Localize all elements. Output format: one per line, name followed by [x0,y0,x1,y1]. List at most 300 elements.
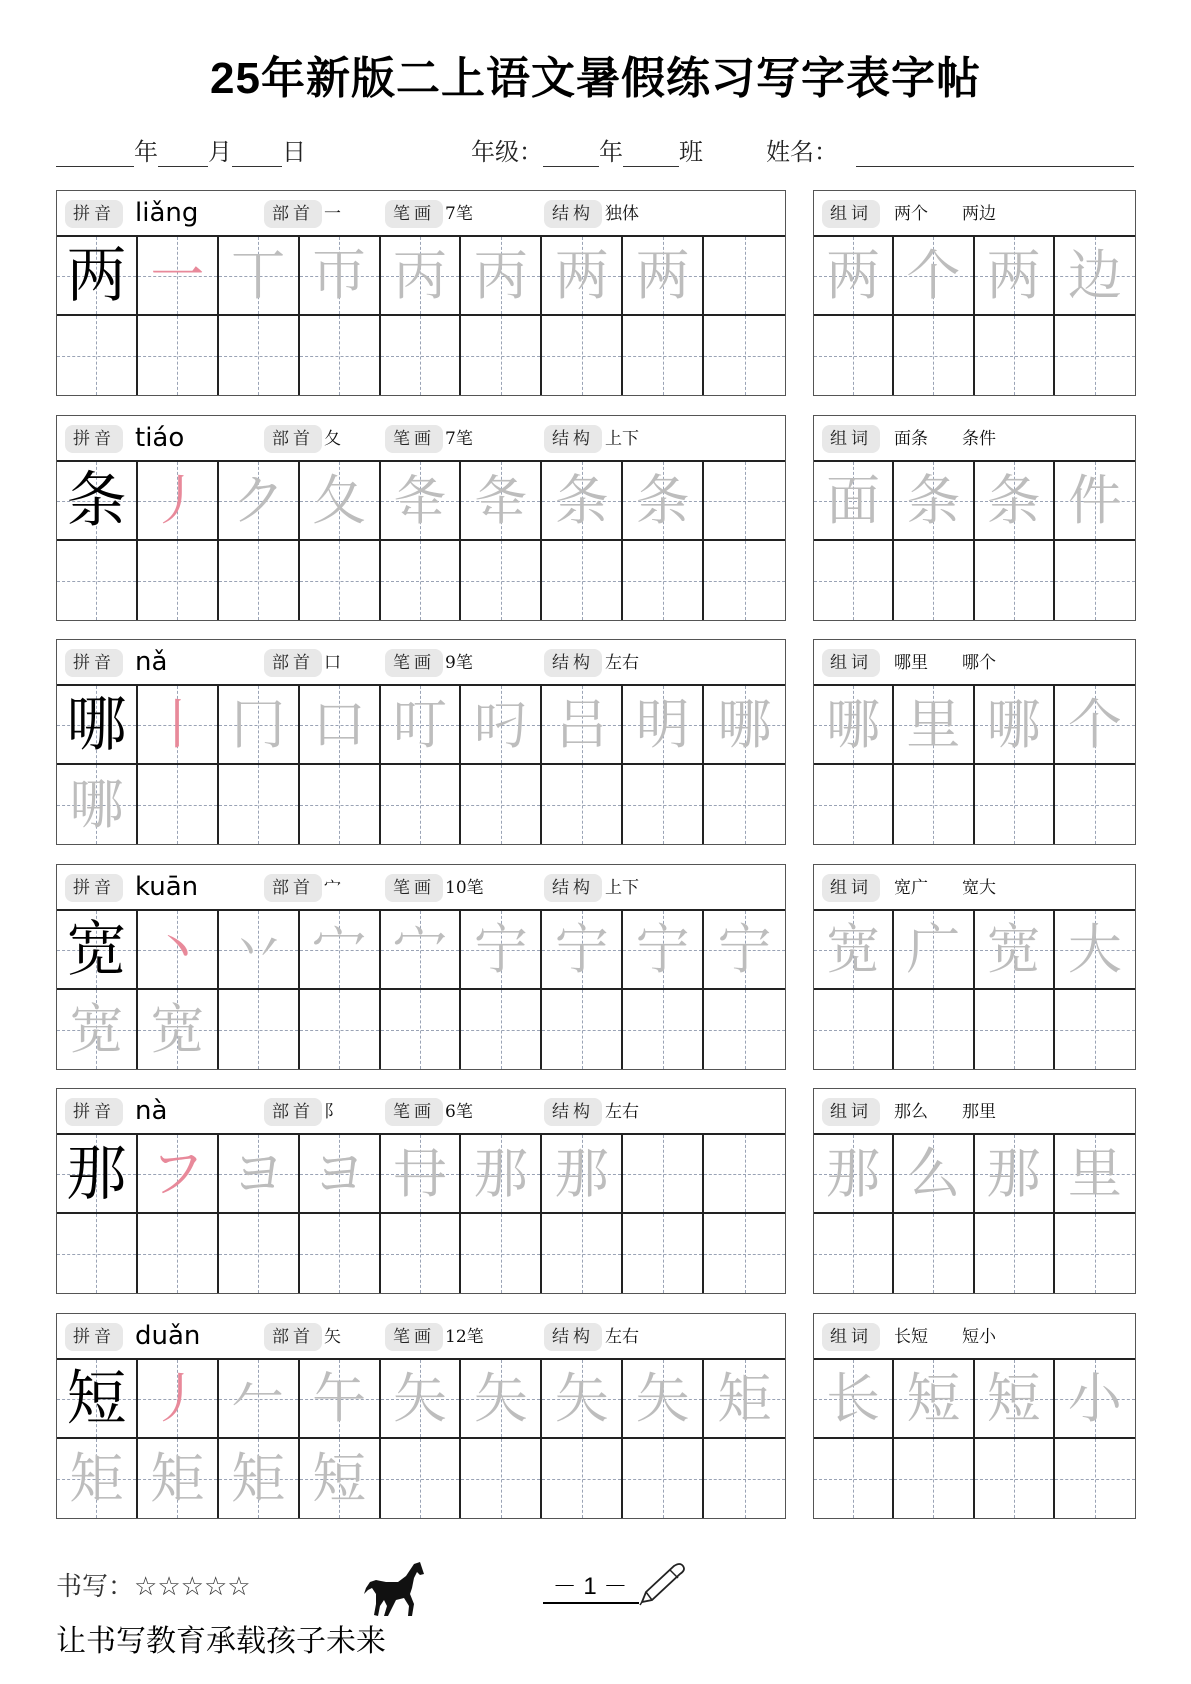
word-trace-cell[interactable] [814,911,894,990]
model-character: 条 [66,465,127,536]
word-2: 条件 [962,429,996,449]
grade-year-blank[interactable] [543,141,599,167]
stroke-step: 一 [150,243,205,307]
practice-cell[interactable] [975,990,1055,1069]
word-trace-cell[interactable] [1055,1360,1135,1439]
word-trace-char: 里 [906,692,961,756]
practice-cell[interactable] [381,1214,462,1293]
practice-cell[interactable] [461,1439,542,1518]
word-2: 两边 [962,204,996,224]
practice-cell[interactable] [704,1135,785,1214]
character-panel [56,415,786,621]
word-1: 宽广 [894,878,928,898]
stroke-order-cell[interactable] [219,1439,300,1518]
practice-cell[interactable] [704,1214,785,1293]
writing-rating [56,1566,251,1603]
stroke-step: 宀 [312,917,367,981]
word-trace-char: 短 [986,1366,1041,1430]
word-trace-cell[interactable] [814,1135,894,1214]
pinyin-tag: 拼音 [65,874,123,902]
radical-value: 口 [324,653,341,673]
word-trace-char: 宽 [826,917,881,981]
practice-cell[interactable] [975,316,1055,395]
stroke-step: 夂 [312,468,367,532]
stroke-step: 帀 [312,243,367,307]
word-trace-cell[interactable] [814,1360,894,1439]
stroke-step: 叼 [473,692,528,756]
word-trace-char: 么 [906,1141,961,1205]
radical-tag: 部首 [264,1098,322,1126]
word-1: 长短 [894,1327,928,1347]
word-trace-cell[interactable] [894,911,974,990]
structure-value: 上下 [605,429,639,449]
practice-cell[interactable] [461,541,542,620]
stroke-order-cell[interactable] [300,1135,381,1214]
practice-cell[interactable] [542,541,623,620]
practice-cell[interactable] [814,990,894,1069]
stroke-order-cell[interactable] [300,1439,381,1518]
practice-cell[interactable] [219,765,300,844]
practice-cell[interactable] [219,990,300,1069]
word-trace-cell[interactable] [894,1135,974,1214]
practice-cell[interactable] [623,765,704,844]
model-character-cell[interactable] [57,1360,138,1439]
stroke-order-cell[interactable] [219,686,300,765]
stroke-order-cell[interactable] [623,1360,704,1439]
writing-grid [57,911,785,1069]
word-trace-cell[interactable] [1055,1135,1135,1214]
stroke-step: 口 [312,692,367,756]
character-info-header [57,640,785,686]
slogan: 让书写教育承载孩子未来 [56,1625,386,1658]
practice-cell[interactable] [381,316,462,395]
radical-value: 宀 [324,878,341,898]
practice-cell[interactable] [814,1439,894,1518]
word-trace-cell[interactable] [1055,686,1135,765]
word-header [814,865,1135,911]
character-info-header [57,416,785,462]
word-trace-cell[interactable] [975,686,1055,765]
stroke-step: 丿 [150,468,205,532]
name-label: 姓名： [766,138,838,166]
word-trace-char: 哪 [826,692,881,756]
writing-grid [57,1135,785,1293]
word-header [814,1089,1135,1135]
stroke-step: ク [231,468,286,532]
radical-tag: 部首 [264,649,322,677]
stroke-step: 条 [635,468,690,532]
practice-cell[interactable] [975,1214,1055,1293]
practice-cell[interactable] [1055,1439,1135,1518]
word-2: 哪个 [962,653,996,673]
practice-cell[interactable] [461,316,542,395]
practice-cell[interactable] [138,1214,219,1293]
word-trace-cell[interactable] [1055,237,1135,316]
practice-cell[interactable] [894,765,974,844]
practice-cell[interactable] [219,316,300,395]
model-character-cell[interactable] [57,237,138,316]
word-trace-cell[interactable] [975,237,1055,316]
structure-value: 左右 [605,1102,639,1122]
practice-cell[interactable] [57,1214,138,1293]
stroke-order-cell[interactable] [542,237,623,316]
practice-cell[interactable] [1055,316,1135,395]
stroke-order-cell[interactable] [381,237,462,316]
practice-cell[interactable] [623,1439,704,1518]
strokes-value: 7笔 [445,204,473,224]
stroke-step: 矢 [635,1366,690,1430]
stroke-order-cell[interactable] [300,237,381,316]
stroke-order-cell[interactable] [381,462,462,541]
class-label: 班 [679,138,703,166]
stroke-order-cell[interactable] [381,1360,462,1439]
words-tag: 组词 [822,1323,880,1351]
word-panel [813,190,1136,396]
practice-cell[interactable] [381,990,462,1069]
name-fields [766,132,1134,167]
stroke-step: 吕 [554,692,609,756]
practice-cell[interactable] [1055,541,1135,620]
strokes-value: 7笔 [445,429,473,449]
practice-cell[interactable] [894,1439,974,1518]
stroke-order-cell[interactable] [300,911,381,990]
pinyin-tag: 拼音 [65,649,123,677]
stroke-order-cell[interactable] [381,686,462,765]
stroke-order-cell[interactable] [542,462,623,541]
word-header [814,191,1135,237]
day-blank[interactable] [232,141,282,167]
stroke-step: 两 [635,243,690,307]
structure-tag: 结构 [544,200,602,228]
character-panel [56,1313,786,1519]
pinyin-tag: 拼音 [65,1323,123,1351]
stroke-order-cell[interactable] [138,990,219,1069]
practice-cell[interactable] [57,316,138,395]
practice-cell[interactable] [138,316,219,395]
word-trace-char: 面 [826,468,881,532]
practice-cell[interactable] [461,990,542,1069]
stroke-order-cell[interactable] [381,1135,462,1214]
character-panel [56,639,786,845]
stroke-step: 冄 [392,1141,447,1205]
stroke-order-cell[interactable] [542,686,623,765]
word-1: 面条 [894,429,928,449]
structure-tag: 结构 [544,425,602,453]
practice-cell[interactable] [814,316,894,395]
pinyin-tag: 拼音 [65,425,123,453]
practice-cell[interactable] [542,1439,623,1518]
practice-cell[interactable] [704,765,785,844]
stroke-step: 冂 [231,692,286,756]
word-trace-char: 广 [906,917,961,981]
practice-cell[interactable] [300,990,381,1069]
stroke-order-cell[interactable] [623,686,704,765]
word-trace-cell[interactable] [1055,462,1135,541]
stroke-order-cell[interactable] [704,686,785,765]
practice-cell[interactable] [975,1439,1055,1518]
stroke-step: 那 [473,1141,528,1205]
strokes-tag: 笔画 [385,649,443,677]
stroke-step: 丅 [231,243,286,307]
name-blank[interactable] [856,141,1134,167]
stroke-order-cell[interactable] [461,1360,542,1439]
stroke-order-cell[interactable] [300,1360,381,1439]
stroke-order-cell[interactable] [138,1439,219,1518]
strokes-value: 9笔 [445,653,473,673]
word-panel [813,639,1136,845]
writing-grid [57,1360,785,1518]
stroke-step: 宁 [717,917,772,981]
word-trace-cell[interactable] [975,1135,1055,1214]
word-1: 哪里 [894,653,928,673]
stroke-order-cell[interactable] [542,1360,623,1439]
practice-cell[interactable] [704,990,785,1069]
word-2: 那里 [962,1102,996,1122]
practice-cell[interactable] [1055,990,1135,1069]
stroke-step: 条 [554,468,609,532]
practice-cell[interactable] [704,541,785,620]
word-header [814,1314,1135,1360]
word-panel [813,1088,1136,1294]
structure-value: 左右 [605,1327,639,1347]
character-info-header [57,1089,785,1135]
practice-cell[interactable] [894,990,974,1069]
practice-cell[interactable] [623,541,704,620]
word-1: 两个 [894,204,928,224]
word-trace-char: 两 [986,243,1041,307]
student-info-row [56,132,1136,168]
word-trace-cell[interactable] [975,462,1055,541]
practice-cell[interactable] [57,541,138,620]
stroke-order-cell[interactable] [461,237,542,316]
word-trace-char: 条 [906,468,961,532]
stroke-order-cell[interactable] [219,911,300,990]
stroke-step: 矩 [69,1446,124,1510]
stroke-order-cell[interactable] [623,911,704,990]
word-trace-cell[interactable] [894,462,974,541]
word-trace-cell[interactable] [894,1360,974,1439]
model-character: 短 [66,1363,127,1434]
word-trace-cell[interactable] [814,462,894,541]
stroke-order-cell[interactable] [138,1135,219,1214]
model-character-cell[interactable] [57,462,138,541]
stroke-order-cell[interactable] [57,765,138,844]
model-character-cell[interactable] [57,686,138,765]
structure-value: 上下 [605,878,639,898]
word-trace-cell[interactable] [814,237,894,316]
rating-label: 书写： [56,1572,135,1602]
stroke-order-cell[interactable] [461,686,542,765]
practice-cell[interactable] [381,765,462,844]
stroke-step: 夅 [392,468,447,532]
structure-value: 独体 [605,204,639,224]
word-trace-char: 条 [986,468,1041,532]
year-blank[interactable] [56,141,134,167]
words-tag: 组词 [822,649,880,677]
stroke-step: 丷 [231,917,286,981]
stroke-order-cell[interactable] [219,462,300,541]
stroke-order-cell[interactable] [57,990,138,1069]
practice-cell[interactable] [704,316,785,395]
stroke-order-cell[interactable] [704,911,785,990]
word-trace-cell[interactable] [975,911,1055,990]
character-info-header [57,1314,785,1360]
stroke-step: 矢 [392,1366,447,1430]
word-trace-char: 里 [1067,1141,1122,1205]
structure-tag: 结构 [544,649,602,677]
stroke-order-cell[interactable] [300,686,381,765]
word-trace-char: 个 [906,243,961,307]
word-trace-char: 个 [1067,692,1122,756]
radical-tag: 部首 [264,200,322,228]
stroke-order-cell[interactable] [704,1360,785,1439]
radical-tag: 部首 [264,874,322,902]
stroke-order-cell[interactable] [542,911,623,990]
practice-cell[interactable] [1055,1214,1135,1293]
stroke-order-cell[interactable] [461,1135,542,1214]
word-trace-cell[interactable] [894,237,974,316]
practice-cell[interactable] [542,1214,623,1293]
word-trace-char: 边 [1067,243,1122,307]
word-trace-char: 大 [1067,917,1122,981]
practice-cell[interactable] [219,541,300,620]
stroke-step: 𠂉 [231,1366,286,1430]
practice-cell[interactable] [300,316,381,395]
practice-cell[interactable] [1055,765,1135,844]
model-character-cell[interactable] [57,1135,138,1214]
pinyin-value: duǎn [135,1321,201,1351]
rating-stars[interactable]: ☆☆☆☆☆ [134,1572,251,1602]
practice-cell[interactable] [975,541,1055,620]
stroke-order-cell[interactable] [138,462,219,541]
stroke-order-cell[interactable] [623,462,704,541]
practice-cell[interactable] [138,765,219,844]
month-blank[interactable] [158,141,208,167]
words-tag: 组词 [822,1098,880,1126]
word-trace-cell[interactable] [975,1360,1055,1439]
stroke-step: 矩 [150,1446,205,1510]
grade-label: 年级： [471,138,543,166]
word-trace-char: 那 [826,1141,881,1205]
stroke-step: 矩 [231,1446,286,1510]
practice-cell[interactable] [138,541,219,620]
stroke-step: 那 [554,1141,609,1205]
character-panel [56,864,786,1070]
practice-cell[interactable] [814,541,894,620]
character-info-header [57,191,785,237]
stroke-step: 短 [312,1446,367,1510]
practice-cell[interactable] [814,765,894,844]
stroke-step: ヨ [231,1141,286,1205]
stroke-step: 哪 [717,692,772,756]
stroke-step: 丿 [150,1366,205,1430]
practice-cell[interactable] [623,1214,704,1293]
practice-cell[interactable] [894,541,974,620]
stroke-order-cell[interactable] [300,462,381,541]
word-trace-cell[interactable] [894,686,974,765]
stroke-order-cell[interactable] [461,911,542,990]
word-trace-cell[interactable] [1055,911,1135,990]
year-label: 年 [134,138,158,166]
stroke-step: 宽 [150,997,205,1061]
strokes-value: 10笔 [445,878,484,898]
grade-fields [471,132,703,167]
stroke-order-cell[interactable] [219,1135,300,1214]
character-panel [56,190,786,396]
stroke-order-cell[interactable] [138,1360,219,1439]
stroke-step: 宽 [69,997,124,1061]
practice-cell[interactable] [704,237,785,316]
stroke-order-cell[interactable] [381,911,462,990]
structure-value: 左右 [605,653,639,673]
stroke-order-cell[interactable] [461,462,542,541]
word-trace-char: 那 [986,1141,1041,1205]
pinyin-value: nǎ [135,647,168,677]
stroke-order-cell[interactable] [219,237,300,316]
class-blank[interactable] [623,141,679,167]
writing-grid [57,237,785,395]
stroke-order-cell[interactable] [623,237,704,316]
stroke-step: 宁 [635,917,690,981]
word-2: 宽大 [962,878,996,898]
word-trace-cell[interactable] [814,686,894,765]
word-panel [813,1313,1136,1519]
word-2: 短小 [962,1327,996,1347]
practice-cell[interactable] [381,1439,462,1518]
model-character-cell[interactable] [57,911,138,990]
practice-cell[interactable] [704,462,785,541]
practice-cell[interactable] [894,1214,974,1293]
stroke-order-cell[interactable] [542,1135,623,1214]
word-grid [814,237,1135,395]
practice-cell[interactable] [623,1135,704,1214]
word-1: 那么 [894,1102,928,1122]
practice-cell[interactable] [814,1214,894,1293]
stroke-order-cell[interactable] [138,237,219,316]
stroke-order-cell[interactable] [219,1360,300,1439]
stroke-order-cell[interactable] [138,911,219,990]
word-trace-char: 哪 [986,692,1041,756]
practice-cell[interactable] [975,765,1055,844]
practice-cell[interactable] [381,541,462,620]
model-character: 那 [66,1138,127,1209]
practice-cell[interactable] [542,765,623,844]
practice-cell[interactable] [894,316,974,395]
practice-cell[interactable] [704,1439,785,1518]
word-header [814,640,1135,686]
stroke-step: 夅 [473,468,528,532]
practice-cell[interactable] [300,765,381,844]
strokes-tag: 笔画 [385,874,443,902]
practice-cell[interactable] [300,1214,381,1293]
word-grid [814,1360,1135,1518]
radical-tag: 部首 [264,425,322,453]
date-fields [56,132,306,167]
stroke-order-cell[interactable] [138,686,219,765]
word-trace-char: 短 [906,1366,961,1430]
practice-cell[interactable] [542,990,623,1069]
character-info-header [57,865,785,911]
pinyin-value: nà [135,1096,168,1126]
practice-cell[interactable] [623,990,704,1069]
practice-cell[interactable] [461,765,542,844]
stroke-order-cell[interactable] [57,1439,138,1518]
practice-cell[interactable] [542,316,623,395]
practice-cell[interactable] [623,316,704,395]
practice-cell[interactable] [300,541,381,620]
practice-cell[interactable] [219,1214,300,1293]
practice-cell[interactable] [461,1214,542,1293]
